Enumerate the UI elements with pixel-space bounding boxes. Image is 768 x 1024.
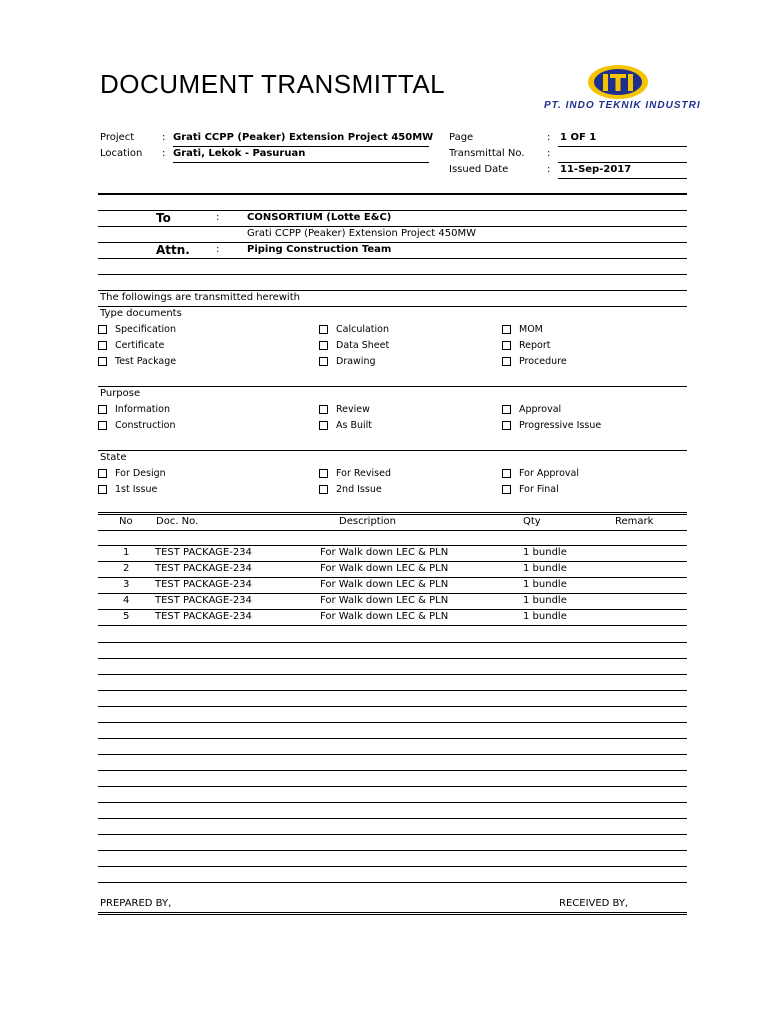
- empty-row-divider: [98, 834, 687, 835]
- cell-doc-no: TEST PACKAGE-234: [155, 563, 252, 574]
- empty-row-divider: [98, 770, 687, 771]
- state-section-title: State: [100, 452, 127, 463]
- cell-doc-no: TEST PACKAGE-234: [155, 595, 252, 606]
- colon: :: [547, 164, 551, 175]
- location-label: Location: [100, 148, 143, 159]
- cell-doc-no: TEST PACKAGE-234: [155, 611, 252, 622]
- empty-row-divider: [98, 722, 687, 723]
- empty-row-divider: [98, 642, 687, 643]
- empty-row-divider: [98, 754, 687, 755]
- option-label: Procedure: [519, 356, 567, 367]
- col-header-remark: Remark: [615, 516, 654, 527]
- to-value: CONSORTIUM (Lotte E&C): [247, 212, 392, 223]
- colon: :: [547, 148, 551, 159]
- empty-row-divider: [98, 786, 687, 787]
- empty-row-divider: [98, 802, 687, 803]
- cell-no: 3: [123, 579, 130, 590]
- option-label: Review: [336, 404, 370, 415]
- issued-value: 11-Sep-2017: [560, 164, 632, 175]
- project-label: Project: [100, 132, 135, 143]
- option-label: For Final: [519, 484, 559, 495]
- type-section-title: Type documents: [100, 308, 182, 319]
- checkbox-for-revised[interactable]: [319, 469, 328, 478]
- cell-description: For Walk down LEC & PLN: [320, 611, 449, 622]
- checkbox-review[interactable]: [319, 405, 328, 414]
- colon: :: [162, 148, 166, 159]
- page-title: DOCUMENT TRANSMITTAL: [100, 69, 446, 99]
- empty-row-divider: [98, 690, 687, 691]
- option-label: 2nd Issue: [336, 484, 382, 495]
- checkbox-for-approval[interactable]: [502, 469, 511, 478]
- cell-no: 5: [123, 611, 130, 622]
- empty-row-divider: [98, 850, 687, 851]
- to-value-project: Grati CCPP (Peaker) Extension Project 450MW: [247, 228, 476, 239]
- checkbox-for-design[interactable]: [98, 469, 107, 478]
- transmittal-label: Transmittal No.: [449, 148, 525, 159]
- cell-qty: 1 bundle: [523, 611, 567, 622]
- cell-description: For Walk down LEC & PLN: [320, 595, 449, 606]
- cell-no: 4: [123, 595, 130, 606]
- option-label: As Built: [336, 420, 373, 431]
- col-header-qty: Qty: [523, 516, 541, 527]
- empty-row-divider: [98, 818, 687, 819]
- cell-no: 1: [123, 547, 130, 558]
- option-label: 1st Issue: [115, 484, 158, 495]
- col-header-description: Description: [339, 516, 396, 527]
- col-header-doc-no: Doc. No.: [156, 516, 199, 527]
- cell-qty: 1 bundle: [523, 547, 567, 558]
- row-divider: [98, 609, 687, 610]
- row-divider: [98, 593, 687, 594]
- checkbox-as-built[interactable]: [319, 421, 328, 430]
- attn-value: Piping Construction Team: [247, 244, 392, 255]
- page-value: 1 OF 1: [560, 132, 597, 143]
- cell-doc-no: TEST PACKAGE-234: [155, 547, 252, 558]
- option-label: Progressive Issue: [519, 420, 602, 431]
- option-label: MOM: [519, 324, 543, 335]
- option-label: Test Package: [115, 356, 177, 367]
- checkbox-data-sheet[interactable]: [319, 341, 328, 350]
- checkbox-mom[interactable]: [502, 325, 511, 334]
- cell-qty: 1 bundle: [523, 563, 567, 574]
- colon: :: [216, 244, 220, 255]
- checkbox-test-package[interactable]: [98, 357, 107, 366]
- checkbox-approval[interactable]: [502, 405, 511, 414]
- company-logo: [540, 62, 701, 122]
- location-value: Grati, Lekok - Pasuruan: [173, 148, 306, 159]
- cell-description: For Walk down LEC & PLN: [320, 579, 449, 590]
- empty-row-divider: [98, 738, 687, 739]
- cell-description: For Walk down LEC & PLN: [320, 547, 449, 558]
- empty-row-divider: [98, 866, 687, 867]
- project-value: Grati CCPP (Peaker) Extension Project 450MW: [173, 132, 434, 143]
- checkbox-1st-issue[interactable]: [98, 485, 107, 494]
- option-label: Information: [115, 404, 170, 415]
- checkbox-specification[interactable]: [98, 325, 107, 334]
- option-label: Calculation: [336, 324, 389, 335]
- cell-description: For Walk down LEC & PLN: [320, 563, 449, 574]
- intro-text: The followings are transmitted herewith: [100, 292, 300, 303]
- checkbox-for-final[interactable]: [502, 485, 511, 494]
- colon: :: [216, 212, 220, 223]
- row-divider: [98, 561, 687, 562]
- purpose-section-title: Purpose: [100, 388, 141, 399]
- empty-row-divider: [98, 882, 687, 883]
- iti-logo-icon: [540, 62, 690, 102]
- option-label: For Revised: [336, 468, 391, 479]
- received-by-label: RECEIVED BY,: [559, 898, 629, 909]
- cell-no: 2: [123, 563, 130, 574]
- cell-doc-no: TEST PACKAGE-234: [155, 579, 252, 590]
- issued-label: Issued Date: [449, 164, 509, 175]
- option-label: Certificate: [115, 340, 165, 351]
- empty-row-divider: [98, 658, 687, 659]
- option-label: Drawing: [336, 356, 376, 367]
- checkbox-procedure[interactable]: [502, 357, 511, 366]
- checkbox-calculation[interactable]: [319, 325, 328, 334]
- checkbox-information[interactable]: [98, 405, 107, 414]
- attn-label: Attn.: [156, 243, 190, 257]
- to-label: To: [156, 211, 171, 225]
- option-label: Specification: [115, 324, 176, 335]
- prepared-by-label: PREPARED BY,: [100, 898, 172, 909]
- cell-qty: 1 bundle: [523, 595, 567, 606]
- option-label: Data Sheet: [336, 340, 390, 351]
- colon: :: [547, 132, 551, 143]
- option-label: Construction: [115, 420, 176, 431]
- row-divider: [98, 577, 687, 578]
- checkbox-progressive-issue[interactable]: [502, 421, 511, 430]
- checkbox-report[interactable]: [502, 341, 511, 350]
- checkbox-drawing[interactable]: [319, 357, 328, 366]
- empty-row-divider: [98, 674, 687, 675]
- option-label: Approval: [519, 404, 562, 415]
- checkbox-certificate[interactable]: [98, 341, 107, 350]
- checkbox-construction[interactable]: [98, 421, 107, 430]
- option-label: For Design: [115, 468, 166, 479]
- option-label: Report: [519, 340, 551, 351]
- company-name: PT. INDO TEKNIK INDUSTRI: [544, 100, 701, 111]
- col-header-no: No: [119, 516, 133, 527]
- colon: :: [162, 132, 166, 143]
- cell-qty: 1 bundle: [523, 579, 567, 590]
- empty-row-divider: [98, 706, 687, 707]
- checkbox-2nd-issue[interactable]: [319, 485, 328, 494]
- row-divider: [98, 625, 687, 626]
- page-label: Page: [449, 132, 474, 143]
- option-label: For Approval: [519, 468, 580, 479]
